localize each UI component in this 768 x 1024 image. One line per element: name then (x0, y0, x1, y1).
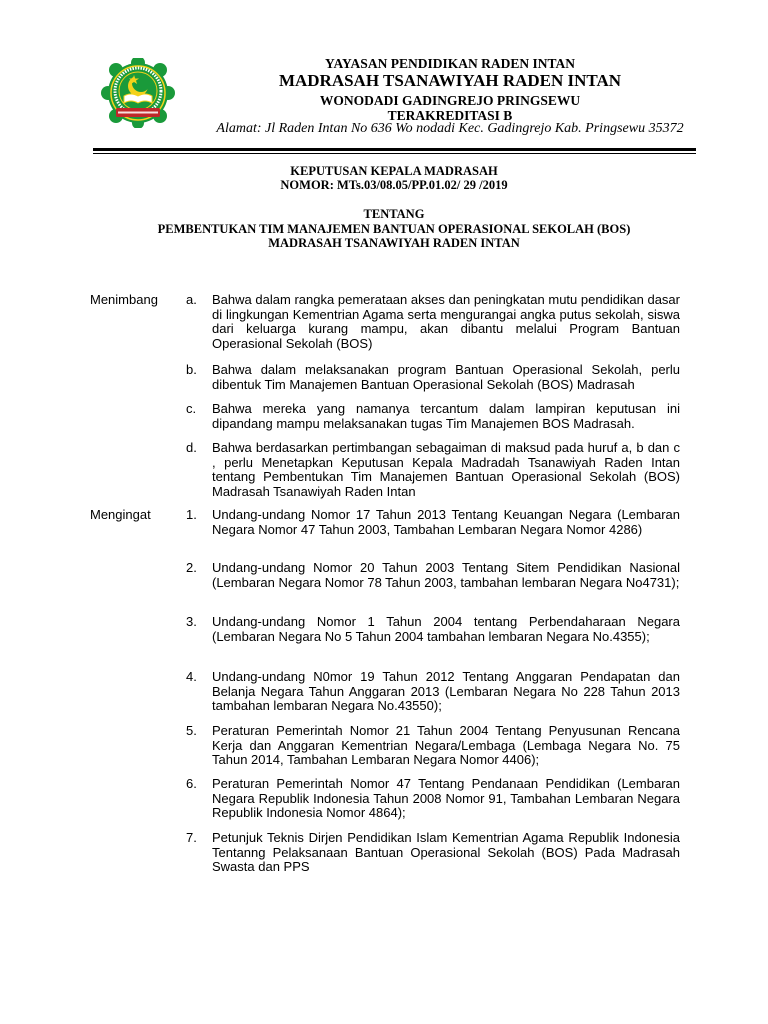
mengingat-marker-7: 7. (186, 830, 197, 845)
menimbang-item-c: Bahwa mereka yang namanya tercantum dalam lampiran keputusan ini dipandang mampu melaksanakan tugas Tim Manajemen BOS Madrasah. (212, 401, 680, 431)
decree-about: TENTANG (363, 207, 425, 221)
mengingat-marker-6: 6. (186, 776, 197, 791)
menimbang-marker-b: b. (186, 362, 197, 377)
mengingat-marker-2: 2. (186, 560, 197, 575)
mengingat-item-3: Undang-undang Nomor 1 Tahun 2004 tentang Perbendaharaan Negara (Lembaran Negara No 5 Tahun 2004 tambahan lembaran Negara No.4355); (212, 614, 680, 644)
menimbang-label: Menimbang (90, 292, 158, 307)
decree-subject-line-2: MADRASAH TSANAWIYAH RADEN INTAN (268, 236, 520, 250)
accreditation-status: TERAKREDITASI B (387, 108, 513, 123)
district-name: WONODADI GADINGREJO PRINGSEWU (319, 93, 581, 108)
letterhead-divider-thin (93, 153, 696, 154)
mengingat-item-5: Peraturan Pemerintah Nomor 21 Tahun 2004 Tentang Penyusunan Rencana Kerja dan Anggaran Kementrian Negara/Lembaga (Lembaga Negara No. 75 Tahun 2014, Tambahan Lembaran Negara Nomor 4406); (212, 723, 680, 767)
mengingat-item-1: Undang-undang Nomor 17 Tahun 2013 Tentang Keuangan Negara (Lembaran Negara Nomor 47 Tahun 2003, Tambahan Lembaran Negara Nomor 4286) (212, 507, 680, 537)
school-crest-logo-icon (90, 58, 186, 128)
mengingat-marker-4: 4. (186, 669, 197, 684)
menimbang-marker-a: a. (186, 292, 197, 307)
decree-subject-line-1: PEMBENTUKAN TIM MANAJEMEN BANTUAN OPERASIONAL SEKOLAH (BOS) (157, 222, 631, 236)
menimbang-item-d: Bahwa berdasarkan pertimbangan sebagaiman di maksud pada huruf a, b dan c , perlu Menetapkan Keputusan Kepala Madradah Tsanawiyah Raden Intan tentang Pembentukan Tim Manajemen Bantuan Operasional Sekolah (BOS) Madrasah Tsanawiyah Raden Intan (212, 440, 680, 499)
foundation-name: YAYASAN PENDIDIKAN RADEN INTAN (325, 56, 575, 71)
mengingat-marker-3: 3. (186, 614, 197, 629)
mengingat-item-4: Undang-undang N0mor 19 Tahun 2012 Tentang Anggaran Pendapatan dan Belanja Negara Tahun Anggaran 2013 (Lembaran Negara No 228 Tahun 2013 tambahan lembaran Negara No.43550); (212, 669, 680, 713)
mengingat-item-7: Petunjuk Teknis Dirjen Pendidikan Islam Kementrian Agama Republik Indonesia Tentanng Pelaksanaan Bantuan Operasional Sekolah (BOS) Pada Madrasah Swasta dan PPS (212, 830, 680, 874)
menimbang-item-a: Bahwa dalam rangka pemerataan akses dan peningkatan mutu pendidikan dasar di lingkungan Kementrian Agama serta mengurangai angka putus sekolah, siswa dari keluarga kurang mampu, akan dibantu melalui Program Bantuan Operasional Sekolah (BOS) (212, 292, 680, 351)
menimbang-item-b: Bahwa dalam melaksanakan program Bantuan Operasional Sekolah, perlu dibentuk Tim Manajemen Bantuan Operasional Sekolah (BOS) Madrasah (212, 362, 680, 392)
decree-heading: KEPUTUSAN KEPALA MADRASAH (290, 164, 498, 178)
decree-number: NOMOR: MTs.03/08.05/PP.01.02/ 29 /2019 (280, 178, 508, 192)
letterhead-divider-thick (93, 148, 696, 151)
mengingat-marker-5: 5. (186, 723, 197, 738)
mengingat-label: Mengingat (90, 507, 151, 522)
menimbang-marker-d: d. (186, 440, 197, 455)
mengingat-marker-1: 1. (186, 507, 197, 522)
menimbang-marker-c: c. (186, 401, 197, 416)
school-name: MADRASAH TSANAWIYAH RADEN INTAN (278, 71, 622, 90)
mengingat-item-2: Undang-undang Nomor 20 Tahun 2003 Tentang Sitem Pendidikan Nasional (Lembaran Negara Nomor 78 Tahun 2003, tambahan lembaran Negara No4731); (212, 560, 680, 590)
school-address: Alamat: Jl Raden Intan No 636 Wo nodadi Kec. Gadingrejo Kab. Pringsewu 35372 (216, 121, 684, 136)
mengingat-item-6: Peraturan Pemerintah Nomor 47 Tentang Pendanaan Pendidikan (Lembaran Negara Republik Indonesia Tahun 2008 Nomor 91, Tambahan Lembaran Negara Republik Indonesia Nomor 4864); (212, 776, 680, 820)
